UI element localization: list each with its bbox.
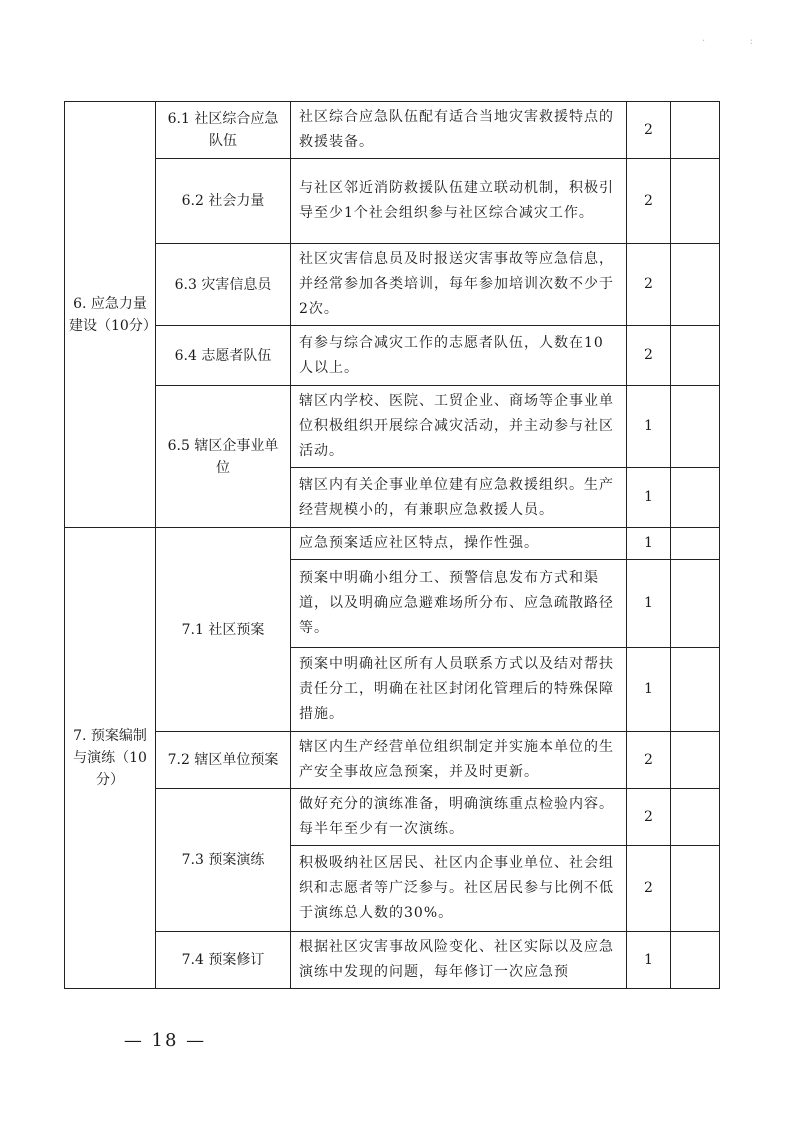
score-cell: 1 bbox=[627, 468, 671, 528]
category-cell: 6. 应急力量建设（10分） bbox=[65, 102, 156, 528]
evaluation-cell bbox=[671, 528, 720, 560]
criterion-cell: 积极吸纳社区居民、社区内企事业单位、社会组织和志愿者等广泛参与。社区居民参与比例不低于演练总人数的30%。 bbox=[291, 846, 627, 932]
evaluation-cell bbox=[671, 102, 720, 159]
criterion-cell: 社区灾害信息员及时报送灾害事故等应急信息，并经常参加各类培训，每年参加培训次数不少于2次。 bbox=[291, 244, 627, 326]
item-name-cell: 7.3 预案演练 bbox=[156, 789, 291, 932]
criterion-cell: 预案中明确社区所有人员联系方式以及结对帮扶责任分工，明确在社区封闭化管理后的特殊保障措施。 bbox=[291, 648, 627, 732]
table-row bbox=[65, 102, 720, 159]
score-cell: 1 bbox=[627, 932, 671, 989]
item-name-cell: 6.5 辖区企事业单位 bbox=[156, 386, 291, 528]
table-row bbox=[65, 932, 720, 989]
score-cell: 2 bbox=[627, 159, 671, 244]
evaluation-table-body bbox=[65, 102, 720, 989]
score-cell: 2 bbox=[627, 326, 671, 386]
evaluation-cell bbox=[671, 932, 720, 989]
table-row bbox=[65, 789, 720, 846]
evaluation-cell bbox=[671, 560, 720, 648]
category-cell: 7. 预案编制与演练（10分） bbox=[65, 528, 156, 989]
score-cell: 1 bbox=[627, 528, 671, 560]
table-row bbox=[65, 326, 720, 386]
evaluation-cell bbox=[671, 386, 720, 468]
criterion-cell: 根据社区灾害事故风险变化、社区实际以及应急演练中发现的问题，每年修订一次应急预 bbox=[291, 932, 627, 989]
score-cell: 1 bbox=[627, 386, 671, 468]
table-row bbox=[65, 244, 720, 326]
score-cell: 2 bbox=[627, 244, 671, 326]
criterion-cell: 应急预案适应社区特点，操作性强。 bbox=[291, 528, 627, 560]
criterion-cell: 辖区内学校、医院、工贸企业、商场等企事业单位积极组织开展综合减灾活动，并主动参与社区活动。 bbox=[291, 386, 627, 468]
item-name-cell: 7.1 社区预案 bbox=[156, 528, 291, 732]
page-number: — 18 — bbox=[123, 1030, 207, 1051]
item-name-cell: 6.4 志愿者队伍 bbox=[156, 326, 291, 386]
evaluation-cell bbox=[671, 244, 720, 326]
scan-artifact: · : bbox=[701, 36, 753, 47]
evaluation-cell bbox=[671, 468, 720, 528]
criterion-cell: 辖区内有关企事业单位建有应急救援组织。生产经营规模小的，有兼职应急救援人员。 bbox=[291, 468, 627, 528]
evaluation-cell bbox=[671, 159, 720, 244]
criterion-cell: 做好充分的演练准备，明确演练重点检验内容。每半年至少有一次演练。 bbox=[291, 789, 627, 846]
score-cell: 1 bbox=[627, 648, 671, 732]
evaluation-table bbox=[64, 101, 720, 989]
evaluation-cell bbox=[671, 846, 720, 932]
item-name-cell: 7.4 预案修订 bbox=[156, 932, 291, 989]
table-row bbox=[65, 732, 720, 789]
criterion-cell: 社区综合应急队伍配有适合当地灾害救援特点的救援装备。 bbox=[291, 102, 627, 159]
score-cell: 2 bbox=[627, 102, 671, 159]
item-name-cell: 6.1 社区综合应急队伍 bbox=[156, 102, 291, 159]
score-cell: 2 bbox=[627, 846, 671, 932]
item-name-cell: 6.2 社会力量 bbox=[156, 159, 291, 244]
evaluation-cell bbox=[671, 648, 720, 732]
score-cell: 2 bbox=[627, 789, 671, 846]
score-cell: 1 bbox=[627, 560, 671, 648]
table-row bbox=[65, 528, 720, 560]
evaluation-cell bbox=[671, 789, 720, 846]
score-cell: 2 bbox=[627, 732, 671, 789]
criterion-cell: 辖区内生产经营单位组织制定并实施本单位的生产安全事故应急预案，并及时更新。 bbox=[291, 732, 627, 789]
evaluation-cell bbox=[671, 732, 720, 789]
table-row bbox=[65, 386, 720, 468]
table-row bbox=[65, 159, 720, 244]
item-name-cell: 6.3 灾害信息员 bbox=[156, 244, 291, 326]
criterion-cell: 预案中明确小组分工、预警信息发布方式和渠道，以及明确应急避难场所分布、应急疏散路径等。 bbox=[291, 560, 627, 648]
criterion-cell: 与社区邻近消防救援队伍建立联动机制，积极引导至少1个社会组织参与社区综合减灾工作。 bbox=[291, 159, 627, 244]
evaluation-cell bbox=[671, 326, 720, 386]
item-name-cell: 7.2 辖区单位预案 bbox=[156, 732, 291, 789]
criterion-cell: 有参与综合减灾工作的志愿者队伍，人数在10人以上。 bbox=[291, 326, 627, 386]
